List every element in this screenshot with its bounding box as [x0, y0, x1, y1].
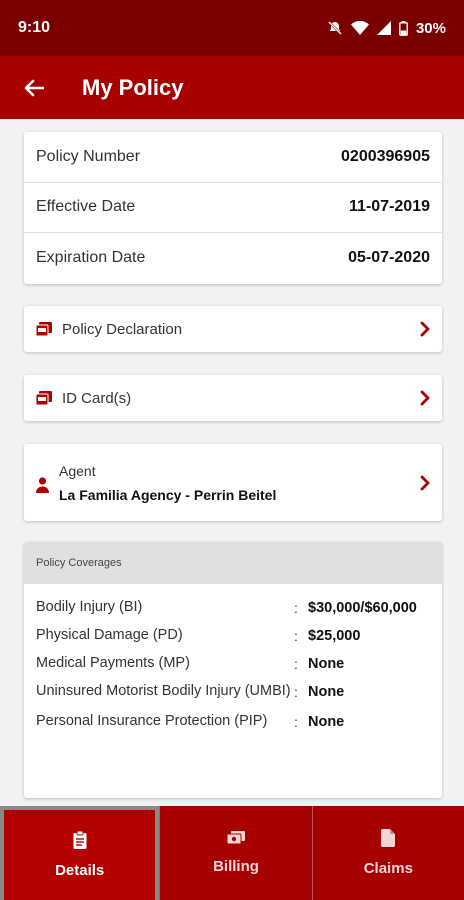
coverage-label: Bodily Injury (BI): [36, 599, 143, 615]
coverage-separator: :: [294, 627, 298, 644]
app-bar: [0, 56, 464, 119]
tab-details-label: Details: [55, 862, 105, 879]
coverage-value: $25,000: [308, 627, 361, 644]
id-cards-link[interactable]: [24, 375, 442, 421]
coverage-row: [36, 626, 430, 645]
arrow-left-icon: [24, 79, 44, 97]
coverage-separator: :: [294, 655, 298, 672]
policy-declaration-link[interactable]: [24, 306, 442, 352]
policy-number-value: 0200396905: [341, 147, 430, 165]
money-icon: [227, 831, 245, 850]
coverages-header: Policy Coverages: [24, 542, 442, 584]
mute-icon: [327, 20, 343, 36]
coverage-row: [36, 682, 430, 701]
status-time: 9:10: [18, 19, 51, 36]
coverage-separator: :: [294, 713, 298, 730]
policy-declaration-label: Policy Declaration: [62, 320, 183, 338]
policy-info-card: [24, 132, 442, 284]
coverage-separator: :: [294, 599, 298, 616]
signal-icon: [377, 21, 391, 35]
coverage-row: [36, 598, 430, 617]
document-icon: [381, 829, 395, 852]
tab-details[interactable]: [0, 806, 159, 900]
effective-date-value: 11-07-2019: [349, 198, 430, 216]
battery-icon: [399, 21, 408, 36]
chevron-right-icon: [420, 390, 430, 406]
expiration-date-row: [24, 233, 442, 284]
coverage-label: Physical Damage (PD): [36, 627, 183, 643]
agent-text: [59, 463, 420, 503]
status-bar: [0, 0, 464, 56]
coverage-separator: :: [294, 683, 298, 700]
coverages-list: [24, 584, 442, 731]
coverage-row: [36, 712, 430, 731]
coverage-value: $30,000/$60,000: [308, 599, 417, 616]
bottom-navigation: [0, 806, 464, 900]
tab-claims-label: Claims: [363, 860, 413, 877]
coverage-row: [36, 654, 430, 673]
expiration-date-value: 05-07-2020: [348, 249, 430, 267]
id-cards-label: ID Card(s): [62, 389, 132, 407]
policy-coverages-card: [24, 542, 442, 798]
policy-number-row: [24, 132, 442, 183]
page-title: My Policy: [82, 74, 184, 100]
coverage-value: None: [308, 655, 345, 672]
agent-name: La Familia Agency - Perrin Beitel: [59, 486, 277, 503]
effective-date-label: Effective Date: [36, 198, 136, 216]
status-icons: [327, 20, 446, 37]
coverage-value: None: [308, 683, 345, 700]
agent-label: Agent: [59, 462, 96, 479]
policy-number-label: Policy Number: [36, 147, 141, 165]
chevron-right-icon: [420, 321, 430, 337]
wifi-icon: [351, 21, 369, 35]
clipboard-icon: [73, 831, 87, 854]
pdf-icon: [36, 391, 52, 405]
tab-billing[interactable]: [159, 806, 311, 900]
effective-date-row: [24, 183, 442, 234]
agent-card[interactable]: [24, 444, 442, 521]
expiration-date-label: Expiration Date: [36, 249, 146, 267]
pdf-icon: [36, 322, 52, 336]
coverage-label: Personal Insurance Protection (PIP): [36, 713, 268, 729]
coverage-label: Medical Payments (MP): [36, 655, 190, 671]
back-button[interactable]: [20, 74, 48, 102]
tab-billing-label: Billing: [213, 858, 259, 875]
tab-claims[interactable]: [312, 806, 464, 900]
person-icon: [36, 477, 49, 493]
coverage-value: None: [308, 713, 345, 730]
battery-percent: 30%: [415, 19, 446, 37]
chevron-right-icon: [420, 475, 430, 491]
coverage-label: Uninsured Motorist Bodily Injury (UMBI): [36, 683, 291, 699]
